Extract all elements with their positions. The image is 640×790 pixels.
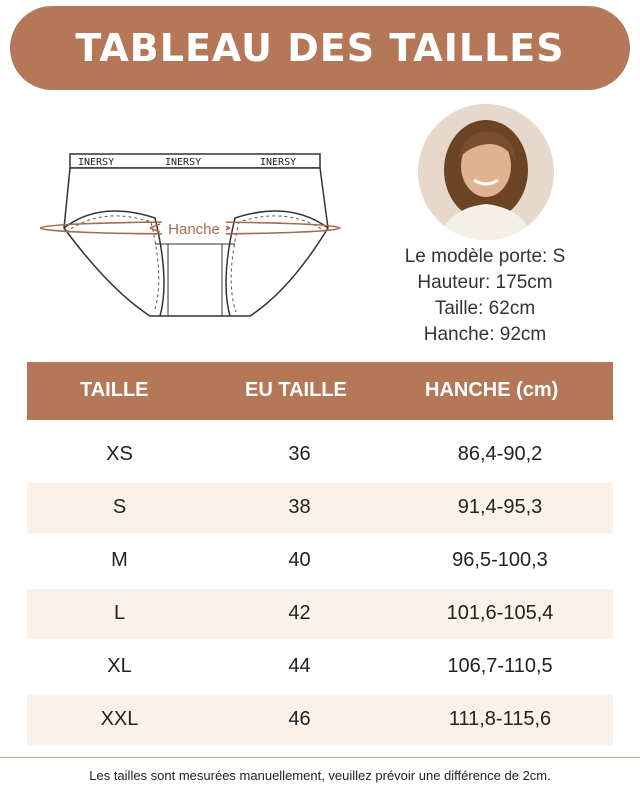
underwear-diagram [40,140,360,330]
model-hip: Hanche: 92cm [423,324,547,345]
cell-hip: 106,7-110,5 [447,655,553,677]
title-banner [10,6,630,90]
cell-size: XS [106,443,133,465]
garment-outline [64,168,328,316]
cell-size: S [112,496,127,518]
cell-hip: 91,4-95,3 [457,496,543,518]
header-size: TAILLE [80,379,149,401]
size-table-header [27,362,613,420]
table-row [27,536,613,586]
table-row [27,642,613,692]
cell-eu-size: 46 [288,708,311,730]
cell-eu-size: 38 [288,496,311,518]
brand-text: INERSY [78,157,115,168]
cell-eu-size: 36 [288,443,311,465]
cell-eu-size: 44 [288,655,311,677]
cell-size: M [111,549,128,571]
model-waist: Taille: 62cm [434,298,536,319]
brand-text: INERSY [260,157,297,168]
divider [0,757,640,758]
cell-size: XL [107,655,132,677]
model-info [370,244,600,348]
cell-hip: 101,6-105,4 [446,602,554,624]
cell-hip: 96,5-100,3 [452,549,548,571]
model-height: Hauteur: 175cm [417,272,553,293]
model-size-worn: Le modèle porte: S [404,246,566,267]
cell-hip: 111,8-115,6 [448,708,552,730]
model-photo [418,104,554,240]
table-row [27,695,613,745]
page-title: TABLEAU DES TAILLES [75,26,565,70]
cell-size: XXL [100,708,139,730]
hip-label: Hanche [168,221,220,238]
table-row [27,589,613,639]
table-row [27,430,613,480]
model-portrait-icon [418,104,554,240]
cell-eu-size: 42 [288,602,311,624]
header-hip: HANCHE (cm) [425,379,559,401]
cell-hip: 86,4-90,2 [457,443,543,465]
cell-size: L [113,602,126,624]
brand-text: INERSY [165,157,202,168]
footnote: Les tailles sont mesurées manuellement, veuillez prévoir une différence de 2cm. [89,768,551,783]
header-eu-size: EU TAILLE [245,379,347,401]
cell-eu-size: 40 [288,549,311,571]
table-row [27,483,613,533]
